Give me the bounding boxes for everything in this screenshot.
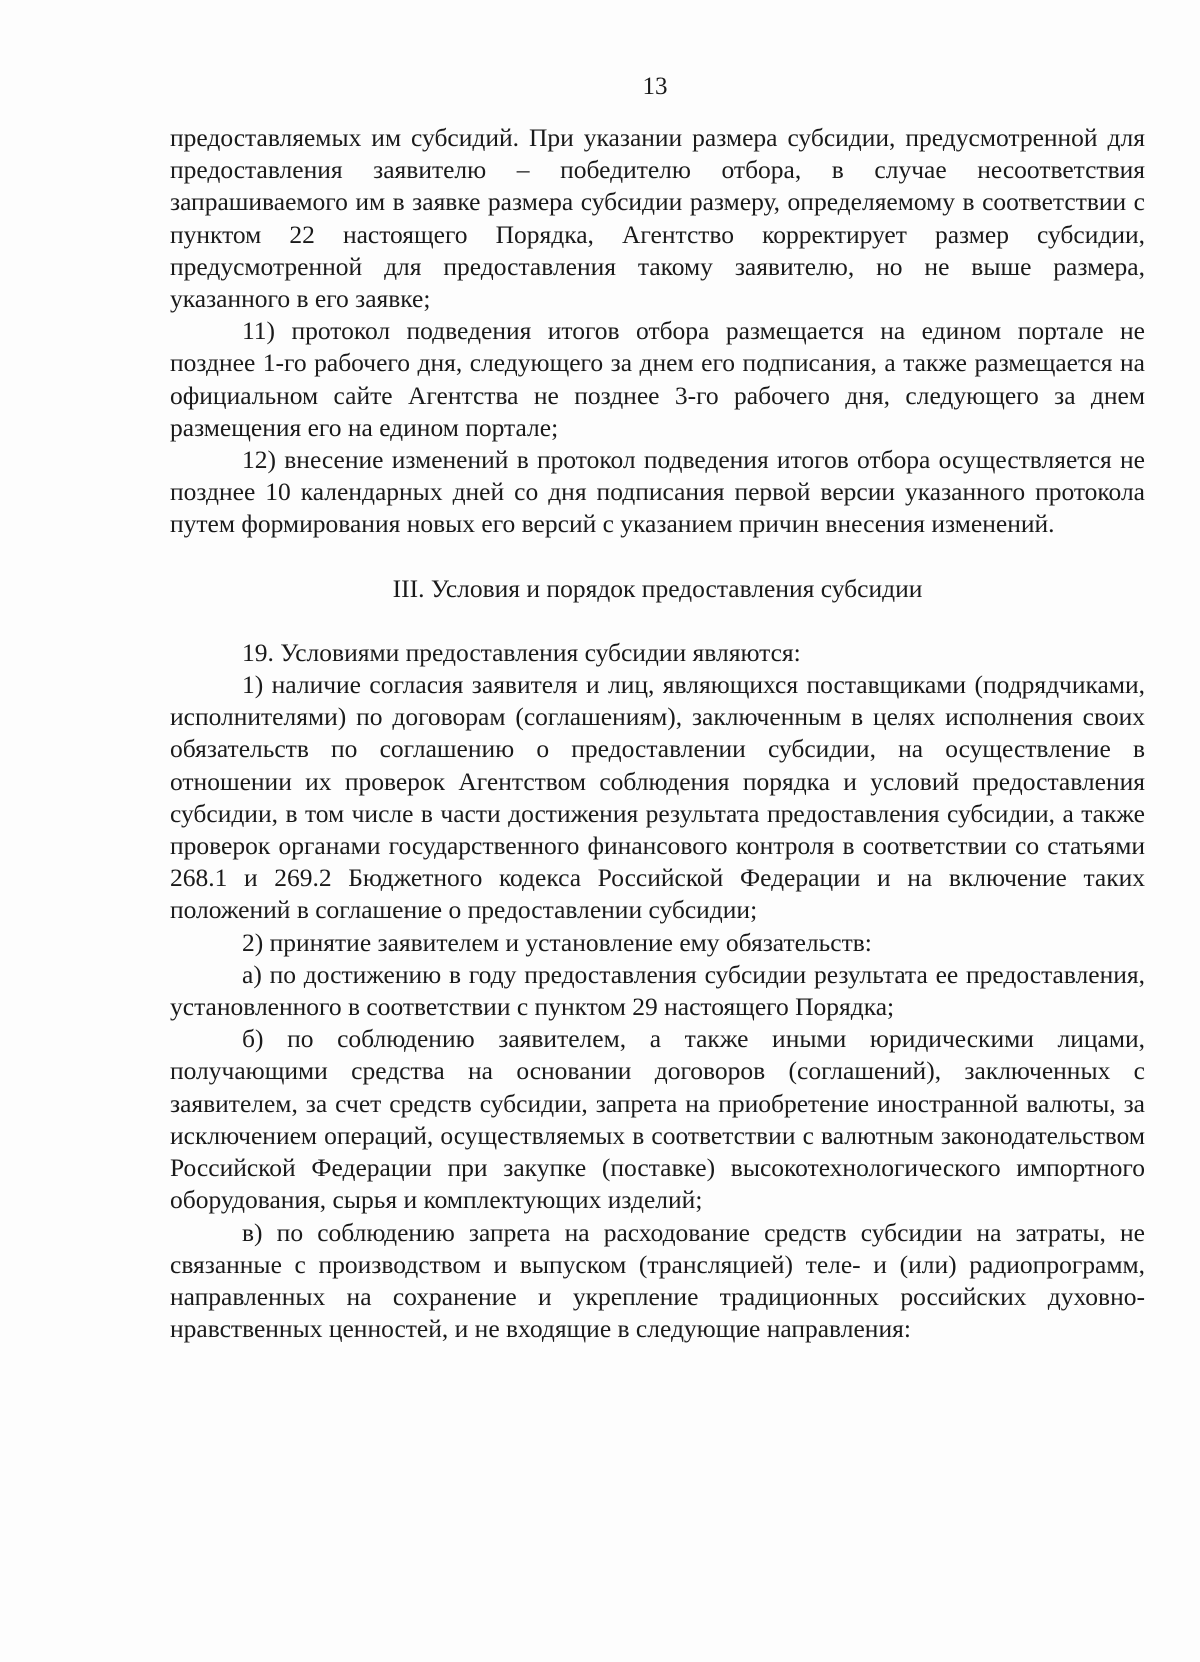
document-body [170, 122, 1145, 1345]
paragraph-condition-1: 1) наличие согласия заявителя и лиц, являющихся поставщиками (подрядчиками, исполнителями) по договорам (соглашениям), заключенным в целях исполнения своих обязательств по соглашению о предоставлении субсидии, на осуществление в отношении их проверок Агентством соблюдения порядка и условий предоставления субсидии, в том числе в части достижения результата предоставления субсидии, а также проверок органами государственного финансового контроля в соответствии со статьями 268.1 и 269.2 Бюджетного кодекса Российской Федерации и на включение таких положений в соглашение о предоставлении субсидии; [170, 670, 1145, 925]
paragraph-subitem-a: а) по достижению в году предоставления субсидии результата ее предоставления, установленного в соответствии с пунктом 29 настоящего Порядка; [170, 959, 1145, 1022]
section-title: III. Условия и порядок предоставления субсидии [392, 573, 923, 603]
paragraph-clause-19: 19. Условиями предоставления субсидии являются: [242, 637, 801, 667]
paragraph-condition-2: 2) принятие заявителем и установление ему обязательств: [242, 927, 872, 957]
paragraph-item-11: 11) протокол подведения итогов отбора размещается на едином портале не позднее 1-го рабочего дня, следующего за днем его подписания, а также размещается на официальном сайте Агентства не позднее 3-го рабочего дня, следующего за днем размещения его на едином портале; [170, 316, 1145, 442]
page-number: 13 [642, 73, 668, 100]
paragraph-subitem-v: в) по соблюдению запрета на расходование средств субсидии на затраты, не связанные с производством и выпуском (трансляцией) теле- и (или) радиопрограмм, направленных на сохранение и укрепление традиционных российских духовно-нравственных ценностей, и не входящие в следующие направления: [170, 1217, 1145, 1344]
paragraph-continuation: предоставляемых им субсидий. При указании размера субсидии, предусмотренной для предоставления заявителю – победителю отбора, в случае несоответствия запрашиваемого им в заявке размера субсидии размеру, определяемому в соответствии с пунктом 22 настоящего Порядка, Агентство корректирует размер субсидии, предусмотренной для предоставления такому заявителю, но не выше размера, указанного в его заявке; [170, 123, 1145, 314]
paragraph-item-12: 12) внесение изменений в протокол подведения итогов отбора осуществляется не позднее 10 календарных дней со дня подписания первой версии указанного протокола путем формирования новых его версий с указанием причин внесения изменений. [170, 445, 1145, 539]
paragraph-subitem-b: б) по соблюдению заявителем, а также иными юридическими лицами, получающими средства на основании договоров (соглашений), заключенных с заявителем, за счет средств субсидии, запрета на приобретение иностранной валюты, за исключением операций, осуществляемых в соответствии с валютным законодательством Российской Федерации при закупке (поставке) высокотехнологического импортного оборудования, сырья и комплектующих изделий; [170, 1024, 1145, 1215]
